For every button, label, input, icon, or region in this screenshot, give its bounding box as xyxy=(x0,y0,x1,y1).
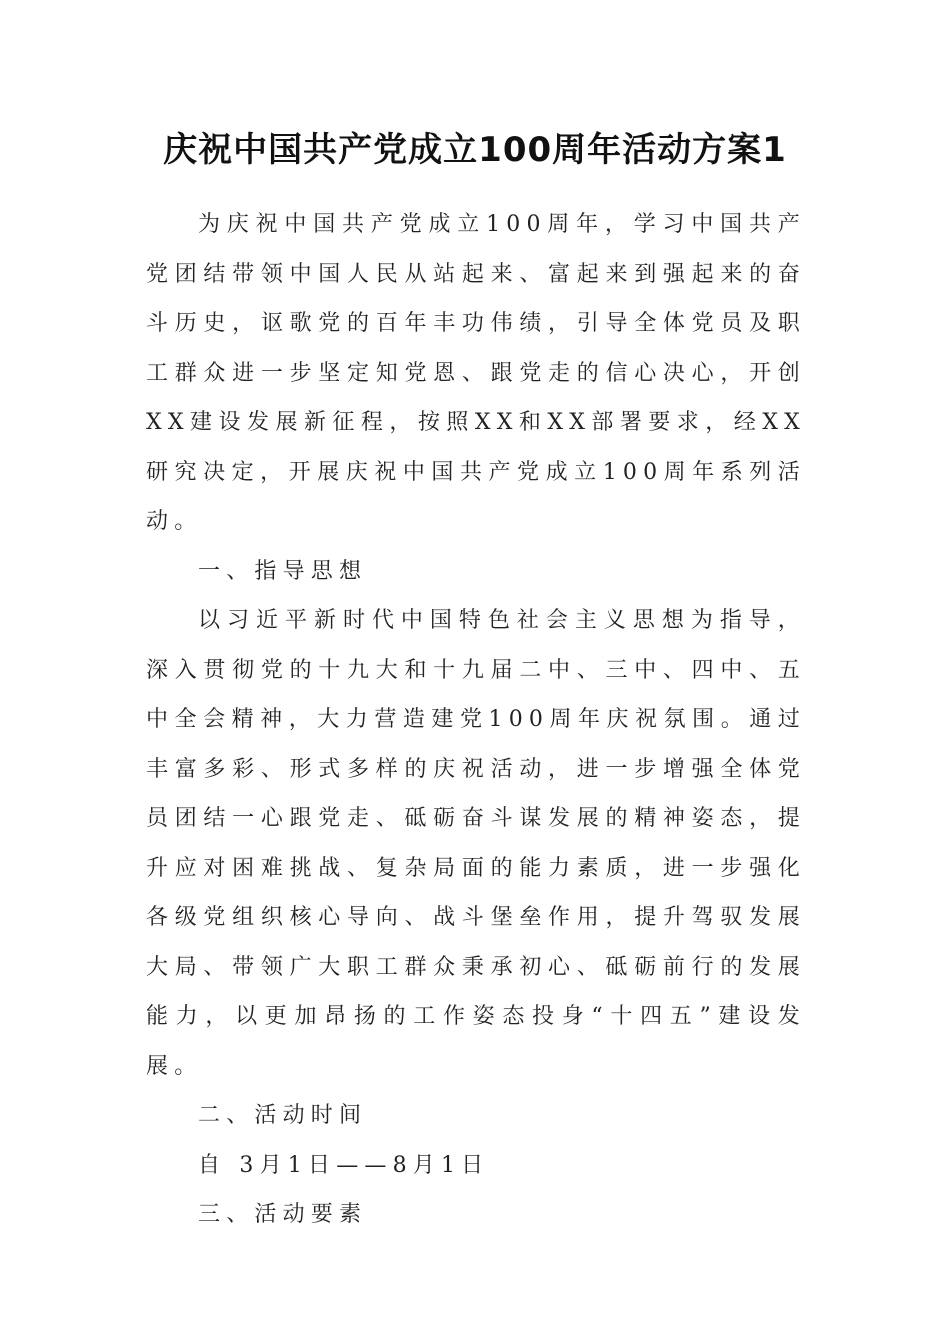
document-title: 庆祝中国共产党成立100周年活动方案1 xyxy=(163,130,787,170)
section-heading-activity-time: 二、活动时间 xyxy=(198,1103,368,1128)
section-heading-activity-elements: 三、活动要素 xyxy=(198,1202,368,1227)
intro-paragraph: 为庆祝中国共产党成立100周年，学习中国共产党团结带领中国人民从站起来、富起来到强起来的奋斗历史，讴歌党的百年丰功伟绩，引导全体党员及职工群众进一步坚定知党恩、跟党走的信心决心，开创XX建设发展新征程，按照XX和XX部署要求，经XX研究决定，开展庆祝中国共产党成立100周年系列活动。 xyxy=(146,212,806,534)
guiding-thought-paragraph: 以习近平新时代中国特色社会主义思想为指导，深入贯彻党的十九大和十九届二中、三中、四中、五中全会精神，大力营造建党100周年庆祝氛围。通过丰富多彩、形式多样的庆祝活动，进一步增强全体党员团结一心跟党走、砥砺奋斗谋发展的精神姿态，提升应对困难挑战、复杂局面的能力素质，进一步强化各级党组织核心导向、战斗堡垒作用，提升驾驭发展大局、带领广大职工群众秉承初心、砥砺前行的发展能力，以更加昂扬的工作姿态投身“十四五”建设发展。 xyxy=(146,608,806,1079)
document-body xyxy=(146,200,806,1240)
activity-time-text: 自 3月1日——8月1日 xyxy=(198,1152,490,1178)
section-heading-guiding-thought: 一、指导思想 xyxy=(198,558,368,584)
